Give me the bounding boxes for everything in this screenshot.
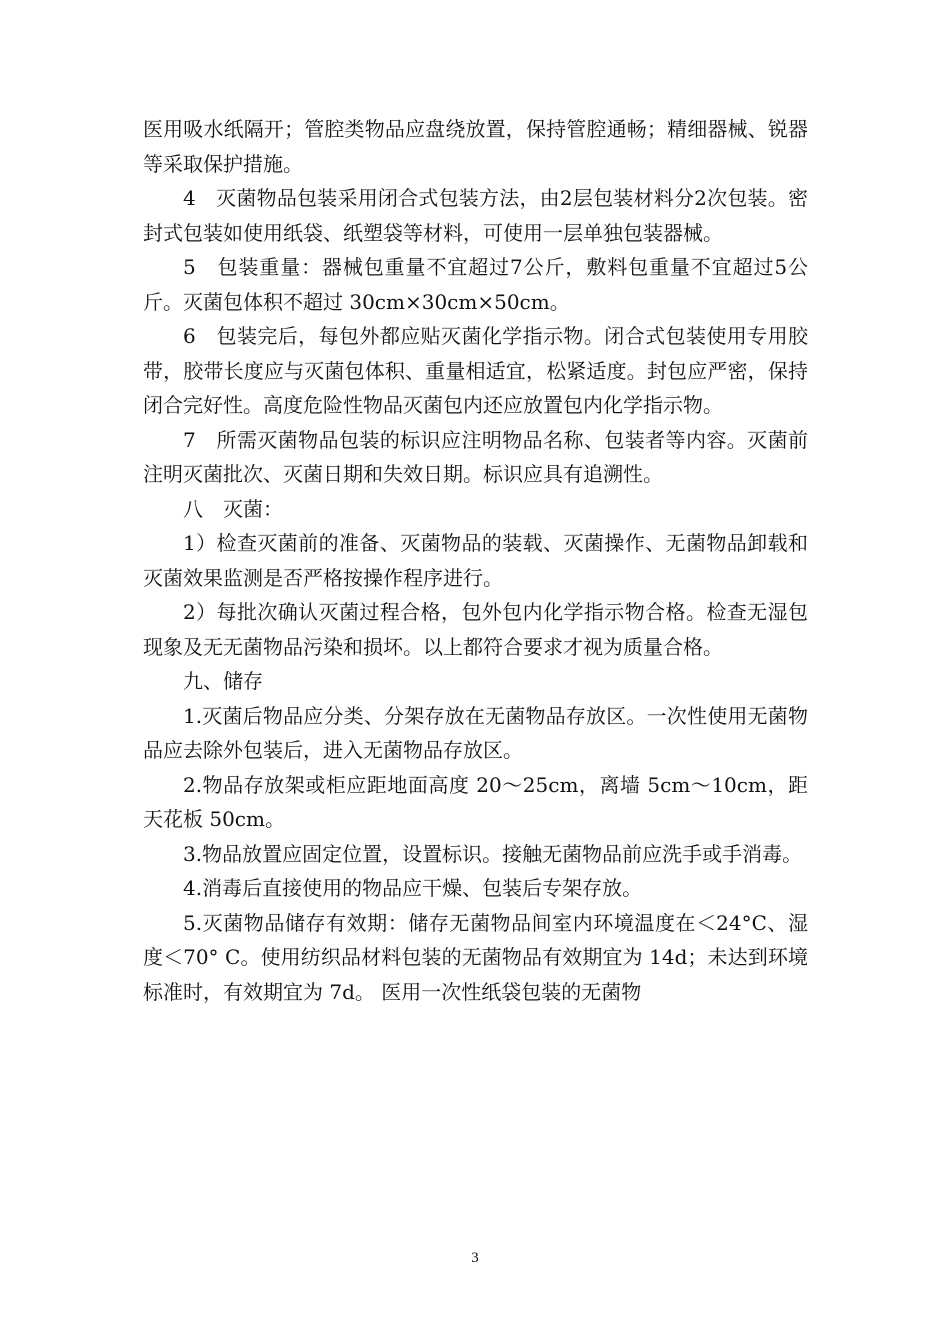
paragraph-3: 6 包装完后，每包外都应贴灭菌化学指示物。闭合式包装使用专用胶带，胶带长度应与灭菌包体积、重量相适宜，松紧适度。封包应严密，保持闭合完好性。高度危险性物品灭菌包内还应放置包内化学指示物。 — [143, 324, 808, 417]
paragraph-12: 4.消毒后直接使用的物品应干燥、包装后专架存放。 — [183, 876, 643, 900]
paragraph-2: 5 包装重量：器械包重量不宜超过7公斤，敷料包重量不宜超过5公斤。灭菌包体积不超过 30cm×30cm×50cm。 — [143, 255, 808, 314]
paragraph-10: 2.物品存放架或柜应距地面高度 20～25cm，离墙 5cm～10cm，距天花板 50cm。 — [143, 772, 808, 831]
section-heading-storage: 九、储存 — [183, 669, 263, 693]
page-number: 3 — [471, 1250, 479, 1266]
paragraph-4: 7 所需灭菌物品包装的标识应注明物品名称、包装者等内容。灭菌前注明灭菌批次、灭菌日期和失效日期。标识应具有追溯性。 — [143, 427, 808, 486]
paragraph-9: 1.灭菌后物品应分类、分架存放在无菌物品存放区。一次性使用无菌物品应去除外包装后，进入无菌物品存放区。 — [143, 703, 808, 762]
paragraph-7: 2）每批次确认灭菌过程合格，包外包内化学指示物合格。检查无湿包现象及无无菌物品污染和损坏。以上都符合要求才视为质量合格。 — [143, 600, 808, 659]
paragraph-0: 医用吸水纸隔开；管腔类物品应盘绕放置，保持管腔通畅；精细器械、锐器等采取保护措施。 — [143, 117, 808, 176]
paragraph-6: 1）检查灭菌前的准备、灭菌物品的装载、灭菌操作、无菌物品卸载和灭菌效果监测是否严格按操作程序进行。 — [143, 531, 808, 590]
paragraph-11: 3.物品放置应固定位置，设置标识。接触无菌物品前应洗手或手消毒。 — [183, 841, 803, 866]
paragraph-1: 4 灭菌物品包装采用闭合式包装方法，由2层包装材料分2次包装。密封式包装如使用纸袋、纸塑袋等材料，可使用一层单独包装器械。 — [143, 186, 808, 245]
document-body — [143, 112, 808, 1009]
section-heading-sterilization: 八 灭菌： — [183, 496, 283, 521]
paragraph-13: 5.灭菌物品储存有效期：储存无菌物品间室内环境温度在＜24°C、湿度＜70° C。使用纺织品材料包装的无菌物品有效期宜为 14d；未达到环境标准时，有效期宜为 7d。 医用一次性纸袋包装的无菌物 — [143, 910, 808, 1004]
